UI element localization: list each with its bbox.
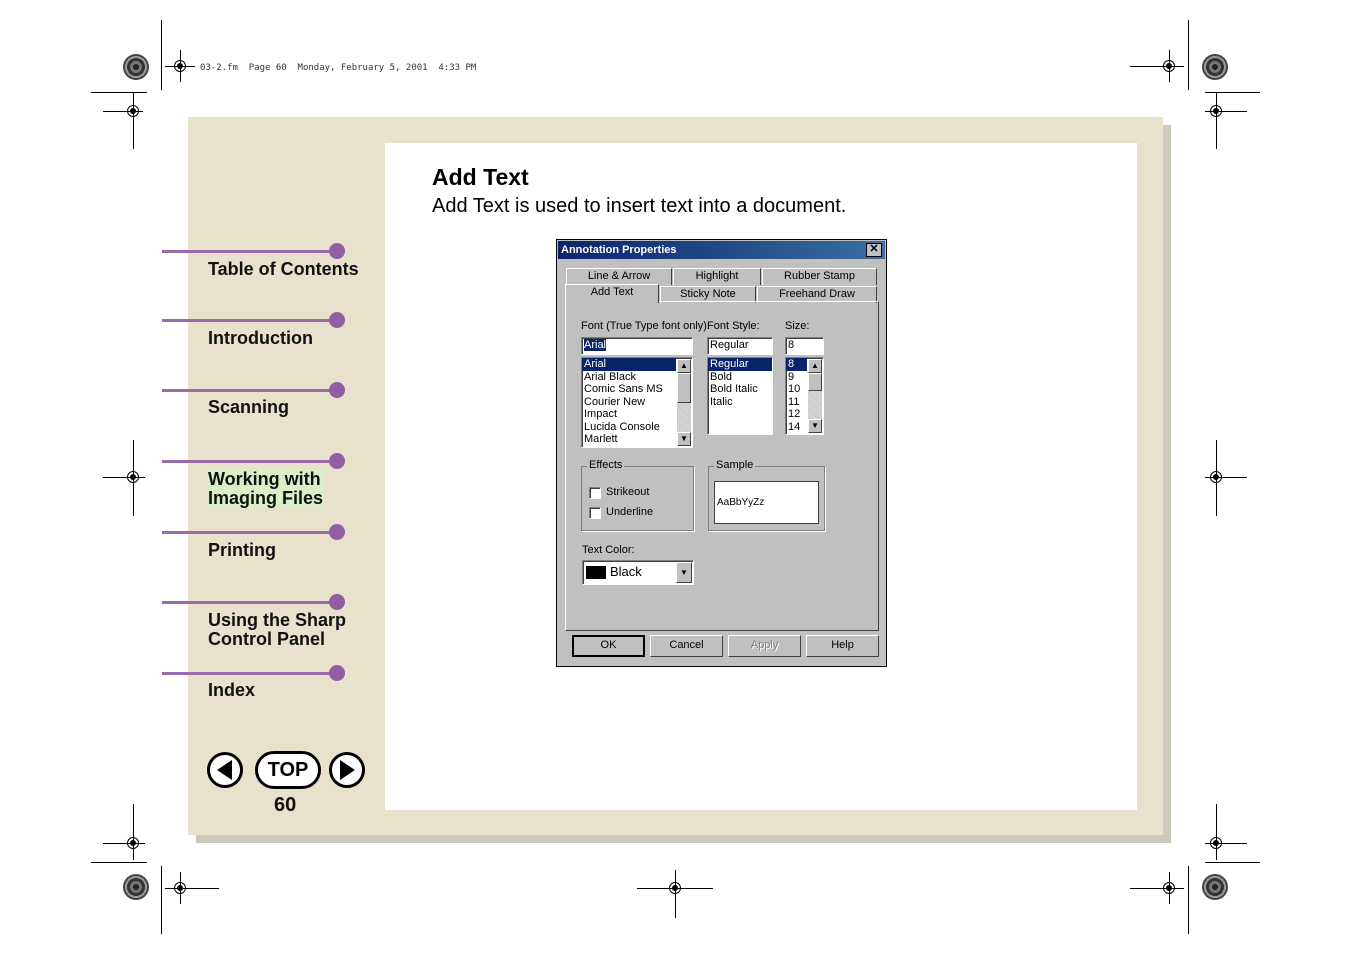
cancel-button[interactable]: Cancel [650, 635, 723, 657]
tab-line-arrow[interactable]: Line & Arrow [566, 268, 672, 285]
nav-bullet [329, 665, 345, 681]
file-info-header: 03-2.fm Page 60 Monday, February 5, 2001 4:33 PM [200, 63, 477, 73]
nav-label-line2: Imaging Files [208, 488, 324, 508]
size-input[interactable]: 8 [785, 337, 824, 355]
dialog-title: Annotation Properties [561, 244, 677, 256]
help-button[interactable]: Help [806, 635, 879, 657]
nav-bullet [329, 453, 345, 469]
tab-rubber-stamp[interactable]: Rubber Stamp [762, 268, 877, 285]
nav-divider [162, 460, 338, 463]
nav-index[interactable]: Index [208, 680, 256, 700]
dialog-title-bar[interactable] [558, 241, 885, 259]
font-label: Font (True Type font only): [581, 320, 711, 332]
prev-page-button[interactable] [207, 752, 243, 788]
style-option[interactable]: Italic [710, 395, 733, 408]
nav-divider [162, 319, 338, 322]
font-style-input[interactable]: Regular [707, 337, 773, 355]
next-page-button[interactable] [329, 752, 365, 788]
page-title: Add Text [432, 164, 529, 190]
right-arrow-icon [332, 755, 362, 785]
font-option[interactable]: Arial [582, 358, 676, 371]
text-color-select[interactable] [582, 560, 694, 585]
ok-button[interactable]: OK [572, 635, 645, 657]
font-option[interactable]: Comic Sans MS [584, 383, 663, 395]
registration-blob-top-left [123, 54, 149, 80]
scroll-up-icon[interactable]: ▲ [808, 359, 822, 373]
tab-freehand-draw[interactable]: Freehand Draw [757, 286, 877, 303]
nav-label-line2: Control Panel [208, 629, 326, 649]
size-option[interactable]: 12 [788, 408, 801, 420]
size-option[interactable]: 10 [788, 383, 801, 395]
font-option[interactable]: Impact [584, 408, 618, 420]
nav-scanning[interactable]: Scanning [208, 397, 290, 417]
style-option[interactable]: Regular [708, 358, 772, 371]
scrollbar-thumb[interactable] [808, 373, 822, 391]
tab-sticky-note[interactable]: Sticky Note [660, 286, 756, 303]
nav-bullet [329, 243, 345, 259]
underline-checkbox[interactable] [589, 507, 601, 519]
nav-divider [162, 672, 338, 675]
apply-button[interactable]: Apply [728, 635, 801, 657]
size-list-scrollbar[interactable] [808, 359, 822, 433]
registration-blob-bottom-left [123, 874, 149, 900]
font-input[interactable] [581, 337, 693, 355]
sample-label: Sample [716, 459, 754, 471]
nav-using-sharp-control-panel[interactable] [208, 611, 346, 649]
size-option[interactable]: 9 [788, 370, 795, 383]
top-button[interactable]: TOP [255, 751, 321, 789]
registration-blob-top-right [1202, 54, 1228, 80]
registration-blob-bottom-right [1202, 874, 1228, 900]
style-option[interactable]: Bold [710, 370, 733, 383]
scrollbar-thumb[interactable] [677, 373, 691, 403]
text-color-value: Black [610, 564, 642, 579]
nav-divider [162, 601, 338, 604]
font-option[interactable]: Marlett [584, 433, 618, 445]
font-style-list[interactable] [707, 357, 773, 435]
scroll-down-icon[interactable]: ▼ [677, 432, 691, 446]
nav-bullet [329, 382, 345, 398]
nav-divider [162, 250, 338, 253]
font-option[interactable]: Lucida Console [584, 420, 660, 433]
font-input-value: Arial [584, 339, 607, 351]
font-option[interactable]: Courier New [584, 395, 646, 408]
size-label: Size: [785, 320, 810, 332]
left-arrow-icon [210, 755, 240, 785]
page-number: 60 [274, 794, 297, 816]
scroll-up-icon[interactable]: ▲ [677, 359, 691, 373]
font-list-scrollbar[interactable] [677, 359, 691, 446]
nav-divider [162, 389, 338, 392]
size-option[interactable]: 11 [788, 395, 800, 408]
nav-bullet [329, 594, 345, 610]
font-style-label: Font Style: [707, 320, 760, 332]
size-option[interactable]: 14 [788, 420, 801, 433]
nav-table-of-contents[interactable]: Table of Contents [208, 259, 359, 279]
underline-label[interactable]: Underline [606, 506, 654, 518]
chevron-down-icon[interactable]: ▼ [676, 562, 692, 583]
text-color-label: Text Color: [582, 544, 635, 556]
style-option[interactable]: Bold Italic [710, 383, 758, 395]
font-option[interactable]: Arial Black [584, 370, 636, 383]
page-subtitle: Add Text is used to insert text into a document. [432, 195, 847, 217]
size-option[interactable]: 8 [786, 358, 807, 371]
nav-working-with-imaging-files[interactable] [208, 470, 323, 508]
color-swatch [586, 566, 606, 579]
tab-highlight[interactable]: Highlight [673, 268, 761, 285]
sample-preview: AaBbYyZz [714, 481, 819, 524]
nav-introduction[interactable]: Introduction [208, 328, 313, 348]
nav-printing[interactable]: Printing [208, 540, 276, 560]
nav-label-line1: Using the Sharp [208, 610, 347, 630]
nav-label-line1: Working with [208, 469, 321, 489]
effects-label: Effects [589, 459, 623, 471]
nav-divider [162, 531, 338, 534]
font-list[interactable] [581, 357, 693, 448]
strikeout-label[interactable]: Strikeout [606, 486, 650, 498]
close-icon[interactable]: ✕ [866, 243, 882, 257]
nav-bullet [329, 312, 345, 328]
annotation-properties-dialog [556, 239, 887, 667]
tab-add-text[interactable]: Add Text [565, 284, 659, 303]
strikeout-checkbox[interactable] [589, 487, 601, 499]
nav-bullet [329, 524, 345, 540]
scroll-down-icon[interactable]: ▼ [808, 419, 822, 433]
size-list[interactable] [785, 357, 824, 435]
